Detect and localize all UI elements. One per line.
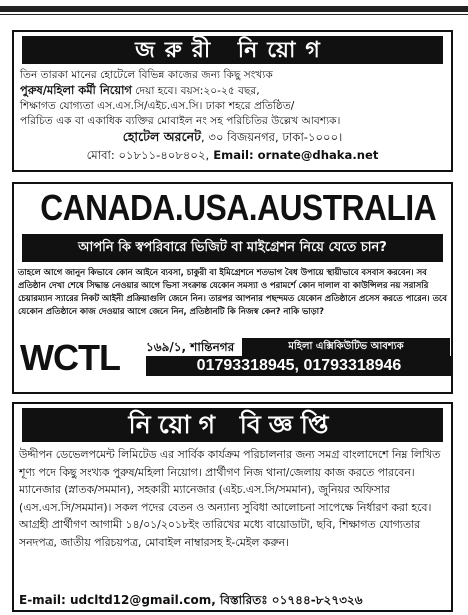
recruitment-contact (19, 592, 446, 608)
recruitment-body: উদ্দীপন ডেভেলপমেন্ট লিমিটেড এর সার্বিক কার্যক্রম পরিচালনার জন্য সমগ্র বাংলাদেশে নিম্ন লিখিত শূণ্য পদে কিছু সংখ্যক পুরুষ/মহিলা নিয়োগ। প্রার্থীগণ নিজ থানা/জেলায় কাজ করতে পারবেন। ম্যানেজার (স্নাতক/সমমান), সহকারী ম্যানেজার (এইচ.এস.সি/সমমান), জুনিয়র অফিসার (এস.এস.সি/সমমান)। সকল পদের বেতন ও অন্যান্য সুবিধা আলোচনা সাপেক্ষে নির্ধারণ করা হবে। আগ্রহী প্রার্থীগণ আগামী ১৪/০১/২০১৮ইং তারিখের মধ্যে বায়োডাটা, ছবি, শিক্ষাগত যোগ্যতার সনদপত্র, জাতীয় পরিচয়পত্র, মোবাইল নাম্বারসহ ই-মেইল করুন। (19, 448, 441, 549)
body-line-4: পরিচিত এক বা একাধিক ব্যক্তির মোবাইল নং সহ পরিচিতির উল্লেখ আবশ্যক। (20, 115, 341, 127)
hotel-address: , ৩০ বিজয়নগর, ঢাকা-১০০০। (201, 130, 343, 144)
recruitment-title: নিয়োগ বিজ্ঞপ্তি (22, 408, 443, 442)
mobile-number: মোবা: ০১৮১১-৪০৮৪০২, (86, 148, 210, 162)
recruitment-phone: বিস্তারিতঃ ০১৭৪৪-৮২৭৩২৬ (215, 593, 363, 607)
office-address: ১৬৯/১, শান্তিনগর (146, 340, 235, 354)
contact-line (14, 147, 451, 163)
phone-numbers: 01793318945, 01793318946 (146, 356, 452, 376)
question-banner: আপনি কি স্বপরিবারে ভিজিট বা মাইগ্রেশন নিয়ে যেতে চান? (22, 234, 443, 262)
body-line-2-bold: পুরুষ/মহিলা কর্মী নিয়োগ (20, 83, 132, 97)
brand-logo: WCTL (20, 337, 120, 378)
recruitment-email: E-mail: udcltd12@gmail.com, (19, 593, 216, 607)
hotel-name: হোটেল অরনেট (122, 129, 202, 144)
hotel-line (14, 129, 451, 145)
email-address: Email: ornate@dhaka.net (209, 148, 379, 162)
female-executive-badge: মহিলা এক্সিকিউটিভ আবশ্যক (242, 338, 450, 356)
body-line-2 (20, 83, 445, 99)
body-line-3: শিক্ষাগত যোগ্যতা এস.এস.সি/এইচ.এস.সি। ঢাকা শহরে প্রতিষ্ঠিত/ (20, 100, 295, 112)
urgent-hiring-body (20, 68, 445, 129)
body-line-1: তিন তারকা মানের হোটেলে বিভিন্ন কাজের জন্য কিছু সংখ্যক (20, 69, 273, 81)
recruitment-notice-ad (12, 402, 453, 612)
body-line-2-rest: দেয়া হবে। বয়স:২০-২৫ বছর, (131, 85, 260, 97)
countries-headline: CANADA.USA.AUSTRALIA (40, 187, 437, 228)
immigration-paragraph: তাহলে আগে জানুন কিভাবে কোন আইনে ব্যবসা, চাকুরী বা ইমিগ্রেশনে শতভাগ বৈধ উপায়ে স্থায়ীভাবে বসবাস করবেন। সব প্রতিষ্ঠান দেখা শেষে সিদ্ধান্ত নেওয়ার আগে ভিসা সংক্রান্ত যেকোন সমস্যা ও পরামর্শে কোন দালাল বা কাউন্সিলর নয় সরাসরি চেয়ারম্যান স্যারের নিকট আইনী প্রক্রিয়াগুলি জেনে নিন। তারপর আপনার পছন্দমত যেকোন প্রতিষ্ঠানে প্রসেস করতে পারেন। তবে যেকোন প্রতিষ্ঠানে কাজ দেওয়ার আগে জেনে নিন, প্রতিষ্ঠানটি কি নিজস্ব কেন? নাকি ভাড়া? (18, 267, 447, 316)
urgent-hiring-ad (12, 30, 453, 172)
immigration-ad (12, 182, 453, 394)
top-thin-rule (0, 14, 468, 15)
urgent-hiring-title: জরুরী নিয়োগ (22, 36, 443, 64)
top-rule (0, 6, 468, 12)
immigration-footer (18, 334, 447, 390)
